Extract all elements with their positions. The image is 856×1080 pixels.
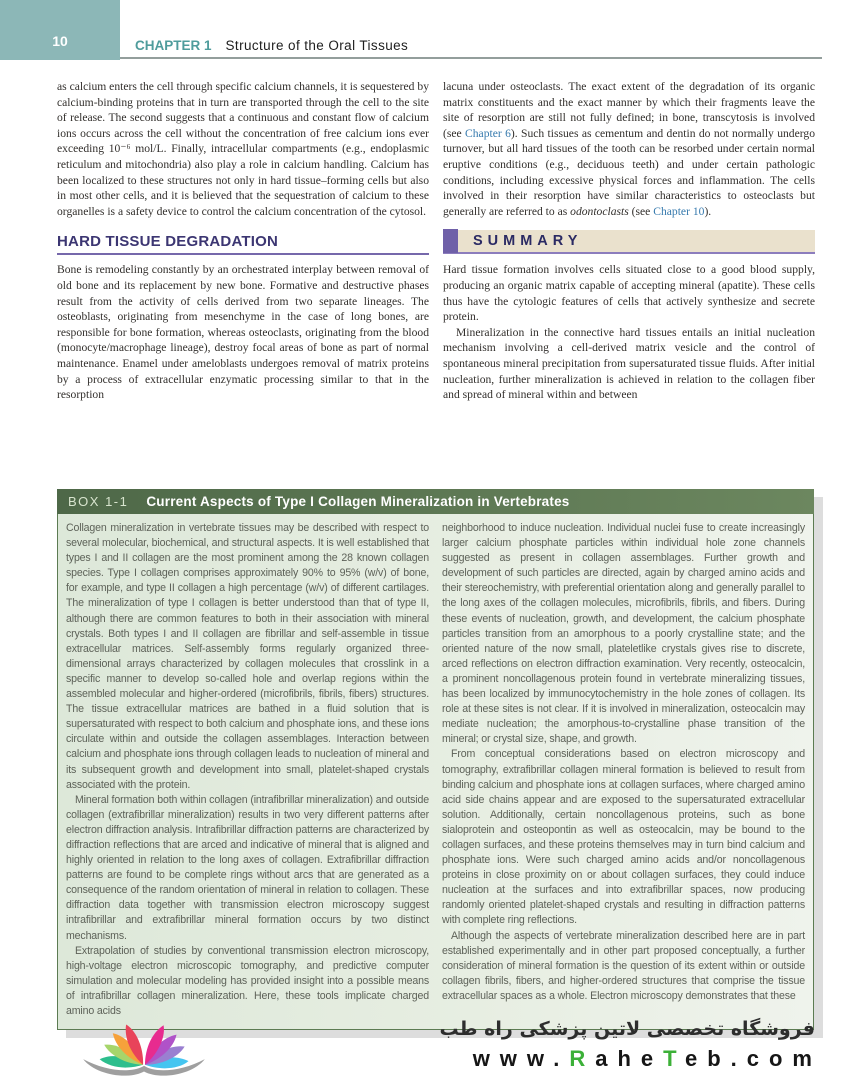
paragraph: Hard tissue formation involves cells situated close to a good blood supply, producing an organic matrix capable of accepting mineral (apatite). These cells thus have the cytologic features of cells that actively synthesize and secrete protein. xyxy=(443,263,815,324)
main-text-columns xyxy=(57,79,815,403)
chapter-label: CHAPTER 1 xyxy=(135,38,212,53)
paragraph xyxy=(443,79,815,219)
url-part: .com xyxy=(730,1046,822,1071)
box-label: BOX 1-1 xyxy=(68,494,129,509)
italic-term: odontoclasts xyxy=(570,204,629,218)
open-book-logo-icon xyxy=(70,1004,218,1080)
box-right-column xyxy=(442,521,805,1019)
paragraph: Although the aspects of vertebrate mineralization described here are in part established experimentally and in other part proposed conceptually, a further consideration of mineral formation is the question of its extent within or outside collagen fibrils, fibers, and higher-ordered structures that comprise the tissue extracellular spaces as a whole. Electron microscopy demonstrates that these xyxy=(442,929,805,1002)
paragraph: From conceptual considerations based on electron microscopy and tomography, extrafibrillar collagen mineral formation is believed to result from binding calcium and phosphate ions at collagen surfaces, where charged amino acid side chains appear and are exposed to the supersaturated extracellular solution. Additionally, certain noncollagenous proteins, such as bone sialoprotein and osteopontin as well as osteocalcin, may be bound to the collagen surfaces, and these proteins themselves may in turn bind calcium and phosphate ions. Were such charged amino acids and/or noncollagenous proteins in close proximity on or about collagen surfaces, they could induce nucleation at the surfaces and into extrafibrillar spaces, now producing randomly oriented platelet-shaped crystals and resulting in diffraction patterns with complete ring reflections. xyxy=(442,748,805,927)
box-header xyxy=(57,489,814,514)
text-run: (see xyxy=(628,204,654,218)
paragraph: Extrapolation of studies by conventional transmission electron microscopy, high-voltage electron microscopic tomography, and predictive computer simulation and molecular modeling has provided insight into a possible means of intrafibrillar collagen mineralization. Here, these tools implicate charged amino acids xyxy=(66,944,429,1017)
url-part-green: R xyxy=(569,1046,596,1071)
left-column xyxy=(57,79,429,403)
summary-heading: SUMMARY xyxy=(473,233,583,250)
header-rule xyxy=(0,57,822,59)
url-part: www. xyxy=(472,1046,570,1071)
right-column xyxy=(443,79,815,403)
chapter-6-link[interactable]: Chapter 6 xyxy=(465,126,511,140)
chapter-title: Structure of the Oral Tissues xyxy=(225,38,409,53)
text-run: ). xyxy=(704,204,712,218)
paragraph: Mineral formation both within collagen (intrafibrillar mineralization) and outside collagen (extrafibrillar mineralization) results in two very different patterns after electron diffraction analysis. Intrafibrillar diffraction patterns are characterized by diffraction reflections that are arced and indicative of mineral that is aligned and highly oriented in relation to the long axes of collagen. Extrafibrillar diffraction patterns are found to be complete rings without arcs that are generated as a consequence of the random orientation of mineral in relation to collagen. These diffraction data together with transmission electron microscopy suggest intrafibrillar and extrafibrillar mineral formation occurs by two distinct mechanisms. xyxy=(66,793,429,942)
text-run: lacuna under osteoclasts. The exact extent of the degradation of its organic matrix constituents and the exact manner by which their fragments leave the site of resorption are still not fully defined; in bone, transcytosis is involved (see xyxy=(443,80,815,140)
section-heading-hard-tissue-degradation: HARD TISSUE DEGRADATION xyxy=(57,233,429,255)
page-number: 10 xyxy=(52,33,68,49)
url-part: eb xyxy=(684,1046,731,1071)
chapter-10-link[interactable]: Chapter 10 xyxy=(653,204,705,218)
paragraph: neighborhood to induce nucleation. Individual nuclei fuse to create increasingly larger calcium phosphate particles within individual hole zone channels suggested as present in collagen assemblages. Further growth and development of such particles are directed, again by charged amino acids and their stereochemistry, with preferential orientation along and generally parallel to the long axes of the collagen molecules, microfibrils, fibrils, and fibers. During these events of nucleation, growth, and development, the calcium phosphate particles transition from an amorphous to a poorly crystalline state; and the oriented nature of the now small, plateletlike crystals gives rise to discrete, arced reflections on electron diffraction examination. Very recently, osteocalcin, a prominent noncollagenous protein found in vertebrate mineralizing tissues, has been localized by immunocytochemistry in the hole zones of collagen. Its role at these sites is not clear. If it is involved in mineralization, osteocalcin may mediate nucleation; the amorphous-to-crystalline phase transition of the mineral; or crystal size, shape, and growth. xyxy=(442,522,805,746)
store-name-persian: فروشگاه تخصصی لاتین پزشکی راه طب xyxy=(439,1018,815,1040)
text-run: ). Such tissues as cementum and dentin do not normally undergo turnover, but all hard tissues of the tooth can be resorbed under certain normal eruptive conditions (e.g., deciduous teeth) and under certain pathologic conditions, including excessive physical forces and inflammation. The cells involved in their resorption have similar characteristics to osteoclasts but generally are referred to as xyxy=(443,126,815,218)
box-body xyxy=(57,514,814,1030)
url-part: ahe xyxy=(595,1046,664,1071)
summary-heading-bar xyxy=(443,230,815,254)
paragraph: Collagen mineralization in vertebrate tissues may be described with respect to several molecular, biochemical, and structural aspects. It is well established that types I and II collagen are the most prominent among the 28 known collagen species. Type I collagen comprises approximately 90% to 95% (w/v) of bone, for example, and type II collagen a high percentage (w/v) of different cartilages. The mineralization of type I collagen is better understood than that of type II, although there are common features to both in their association with mineral crystals. Both types I and II collagen are fibrillar and self-assemble in tissue extracellular matrices. Self-assembly forms regularly organized three-dimensional arrays characterized by collagen molecules that crosslink in a specific manner to develop so-called hole and overlap regions within the assembled molecular and higher-ordered (microfibrils, fibrils, fibers) structures. The tissue extracellular matrices are bathed in a fluid solution that is supersaturated with respect to both calcium and phosphate ions, and these ions circulate within and outside the collagen assemblages. Interaction between calcium and phosphate ions through collagen leads to nucleation of mineral and its subsequent growth and development into small, platelet-shaped crystals associated with the protein. xyxy=(66,522,429,791)
page-number-tab xyxy=(0,0,120,60)
paragraph: as calcium enters the cell through specific calcium channels, it is sequestered by calcium-binding proteins that in turn are transported through the cell to the site of release. The second suggests that a continuous and constant flow of calcium ions occurs across the cell without the concentration of free calcium ions ever exceeding 10⁻⁶ mol/L. Finally, intracellular compartments (e.g., endoplasmic reticulum and mitochondria) also play a role in calcium handling. Calcium has been localized to these structures not only in hard tissue–forming cells but also in most other cells, and it is believed that the sequestration of calcium to these organelles is a safety device to control the calcium concentration of the cytosol. xyxy=(57,80,429,218)
website-url-link[interactable] xyxy=(473,1046,822,1072)
url-part-green: T xyxy=(663,1046,685,1071)
running-head xyxy=(135,37,408,55)
paragraph: Bone is remodeling constantly by an orchestrated interplay between removal of old bone and its replacement by new bone. Formative and destructive phases result from the activity of cells derived from two separate lineages. The osteoblasts, originating from mesenchyme in the case of long bones, are responsible for bone formation, whereas osteoclasts, originating from the blood (monocyte/macrophage lineage), destroy focal areas of bone as part of normal maintenance. Enamel under ameloblasts undergoes removal of matrix proteins by a process of extracellular enzymatic processing similar to that in the resorption xyxy=(57,263,429,402)
paragraph: Mineralization in the connective hard tissues entails an initial nucleation mechanism involving a cell-derived matrix vesicle and the control of spontaneous mineral precipitation from supersaturated tissue fluids. After initial nucleation, further mineralization is achieved in relation to the collagen fiber and spread of mineral within and between xyxy=(443,325,815,402)
box-left-column xyxy=(66,521,429,1019)
box-1-1 xyxy=(57,489,814,1030)
box-title: Current Aspects of Type I Collagen Mineralization in Vertebrates xyxy=(146,494,570,509)
summary-accent-square xyxy=(443,229,458,253)
